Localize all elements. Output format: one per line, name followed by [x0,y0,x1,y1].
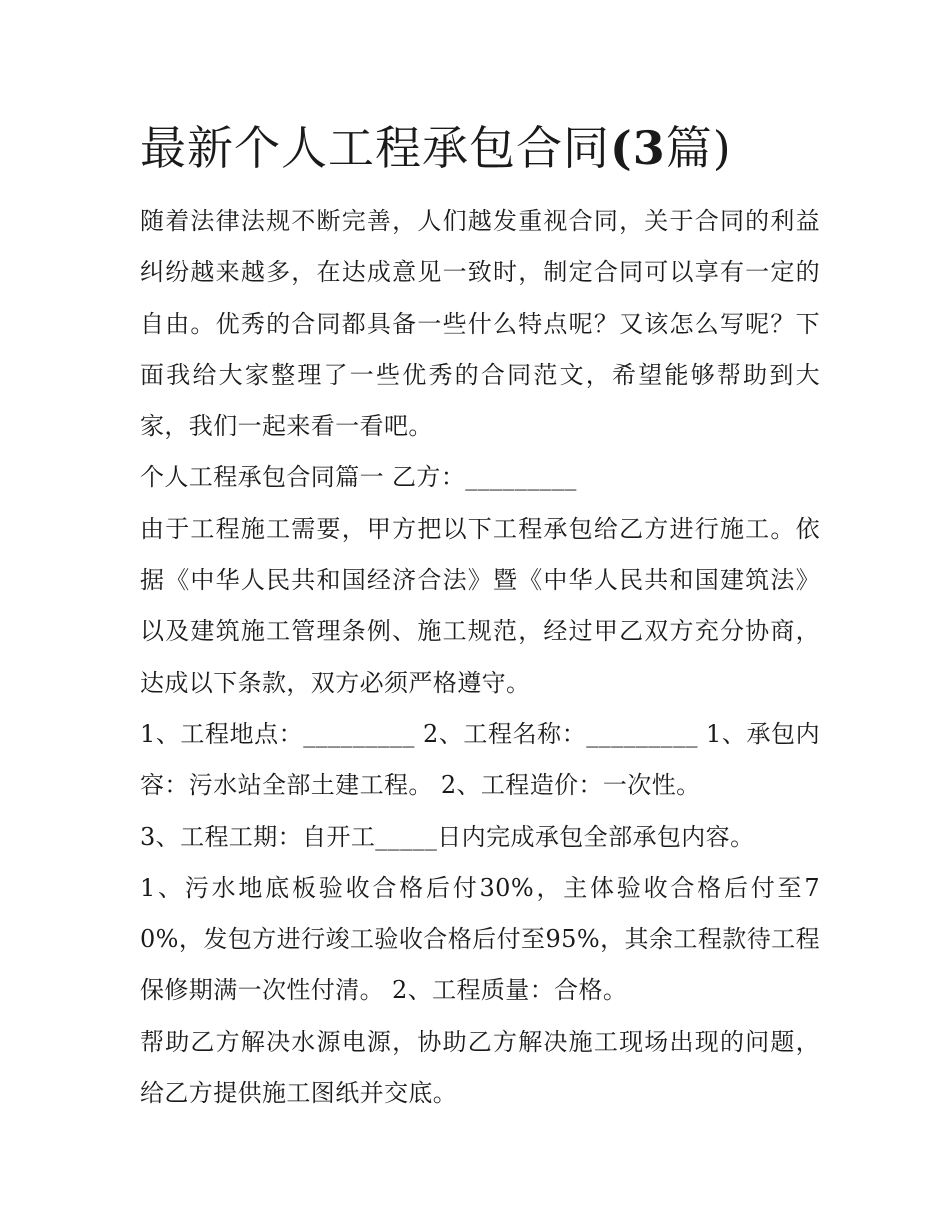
contract-obligations-paragraph: 帮助乙方解决水源电源，协助乙方解决施工现场出现的问题，给乙方提供施工图纸并交底。 [140,1027,820,1108]
document-body [140,196,820,1119]
contract-terms-paragraph: 1、工程地点：_________ 2、工程名称：_________ 1、承包内容：污水站全部土建工程。 2、工程造价：一次性。 [140,719,820,800]
section-heading-contract-one: 个人工程承包合同篇一 乙方：_________ [140,463,577,492]
contract-preamble-paragraph: 由于工程施工需要，甲方把以下工程承包给乙方进行施工。依据《中华人民共和国经济合法》暨《中华人民共和国建筑法》以及建筑施工管理条例、施工规范，经过甲乙双方充分协商，达成以下条款，双方必须严格遵守。 [140,514,820,697]
title-suffix: 篇) [665,121,732,175]
contract-payment-paragraph: 1、污水地底板验收合格后付30%，主体验收合格后付至70%，发包方进行竣工验收合格后付至95%，其余工程款待工程保修期满一次性付清。 2、工程质量：合格。 [140,873,820,1005]
title-count: (3 [610,121,666,175]
intro-paragraph: 随着法律法规不断完善，人们越发重视合同，关于合同的利益纠纷越来越多，在达成意见一致时，制定合同可以享有一定的自由。优秀的合同都具备一些什么特点呢？又该怎么写呢？下面我给大家整理了一些优秀的合同范文，希望能够帮助到大家，我们一起来看一看吧。 [140,207,820,441]
document-title [140,112,840,184]
contract-duration-paragraph: 3、工程工期：自开工_____日内完成承包全部承包内容。 [140,822,755,851]
title-text: 最新个人工程承包合同 [140,121,610,175]
